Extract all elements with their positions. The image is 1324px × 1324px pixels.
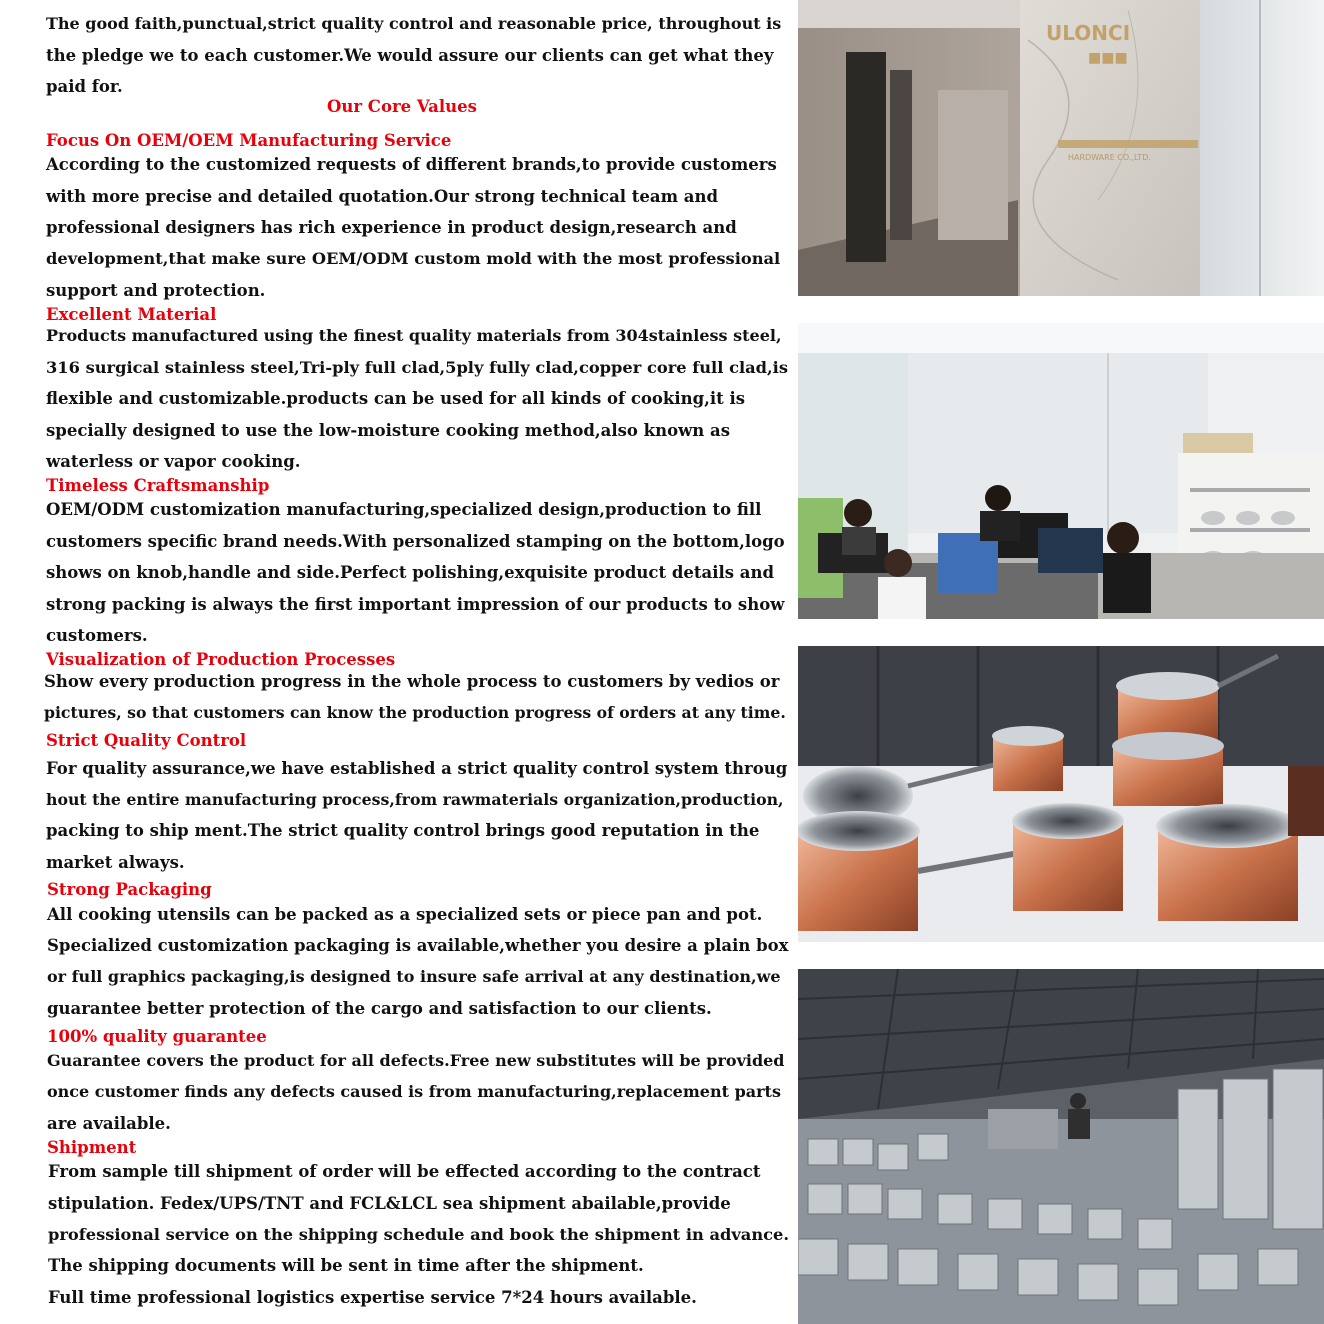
- section-line: are available.: [47, 1114, 171, 1133]
- section-line: guarantee better protection of the cargo and satisfaction to our clients.: [47, 999, 712, 1018]
- cookware-photo: [798, 646, 1324, 942]
- section-line: or full graphics packaging,is designed to insure safe arrival at any destination,we: [47, 967, 781, 986]
- section-heading: Focus On OEM/OEM Manufacturing Service: [46, 131, 452, 150]
- section-line: packing to ship ment.The strict quality control brings good reputation in the: [46, 821, 760, 840]
- section-line: pictures, so that customers can know the production progress of orders at any time.: [44, 703, 786, 722]
- section-line: flexible and customizable.products can be used for all kinds of cooking,it is: [46, 389, 746, 408]
- section-line: specially designed to use the low-moisture cooking method,also known as: [46, 421, 731, 440]
- factory-photo: [798, 969, 1324, 1324]
- section-line: development,that make sure OEM/ODM custom mold with the most professional: [46, 249, 781, 268]
- section-line: professional designers has rich experience in product design,research and: [46, 218, 737, 237]
- section-line: Guarantee covers the product for all defects.Free new substitutes will be provided: [47, 1051, 785, 1070]
- section-line: OEM/ODM customization manufacturing,specialized design,production to fill: [46, 500, 762, 519]
- intro-line: The good faith,punctual,strict quality control and reasonable price, throughout is: [46, 14, 782, 33]
- svg-text:■■■: ■■■: [1088, 50, 1128, 66]
- section-line: All cooking utensils can be packed as a specialized sets or piece pan and pot.: [47, 905, 763, 924]
- section-heading: Excellent Material: [46, 305, 217, 324]
- section-line: with more precise and detailed quotation.Our strong technical team and: [46, 187, 719, 206]
- section-line: The shipping documents will be sent in time after the shipment.: [48, 1256, 644, 1275]
- section-line: shows on knob,handle and side.Perfect polishing,exquisite product details and: [46, 563, 774, 582]
- cookware-illustration: [798, 646, 1324, 942]
- section-line: Specialized customization packaging is available,whether you desire a plain box: [47, 936, 789, 955]
- section-line: Full time professional logistics expertise service 7*24 hours available.: [48, 1288, 697, 1307]
- section-line: support and protection.: [46, 281, 266, 300]
- intro-line: paid for.: [46, 77, 123, 96]
- section-line: once customer finds any defects caused is from manufacturing,replacement parts: [47, 1082, 781, 1101]
- section-line: customers.: [46, 626, 148, 645]
- lobby-illustration: [798, 0, 1324, 296]
- section-heading: Timeless Craftsmanship: [46, 476, 270, 495]
- section-line: From sample till shipment of order will be effected according to the contract: [48, 1162, 761, 1181]
- office-staff-photo: [798, 323, 1324, 619]
- section-heading: Shipment: [47, 1138, 137, 1157]
- section-line: strong packing is always the first important impression of our products to show: [46, 595, 785, 614]
- section-line: professional service on the shipping schedule and book the shipment in advance.: [48, 1225, 790, 1244]
- section-heading: 100% quality guarantee: [47, 1027, 267, 1046]
- section-line: For quality assurance,we have established a strict quality control system throug: [46, 759, 788, 778]
- section-heading: Strict Quality Control: [46, 731, 247, 750]
- section-heading: Visualization of Production Processes: [46, 650, 396, 669]
- section-line: According to the customized requests of different brands,to provide customers: [46, 155, 777, 174]
- section-line: stipulation. Fedex/UPS/TNT and FCL&LCL sea shipment abailable,provide: [48, 1194, 731, 1213]
- section-line: customers specific brand needs.With personalized stamping on the bottom,logo: [46, 532, 785, 551]
- lobby-sign-company: HARDWARE CO.,LTD.: [1068, 153, 1151, 162]
- section-line: waterless or vapor cooking.: [46, 452, 301, 471]
- intro-line: the pledge we to each customer.We would assure our clients can get what they: [46, 46, 774, 65]
- core-values-title: Our Core Values: [327, 97, 477, 116]
- factory-illustration: [798, 969, 1324, 1324]
- office-illustration: [798, 323, 1324, 619]
- lobby-sign-brand: ULONCI: [1046, 21, 1131, 45]
- section-line: market always.: [46, 853, 185, 872]
- office-lobby-photo: [798, 0, 1324, 296]
- section-line: Show every production progress in the whole process to customers by vedios or: [44, 672, 780, 691]
- section-line: hout the entire manufacturing process,from rawmaterials organization,production,: [46, 790, 784, 809]
- section-line: Products manufactured using the finest quality materials from 304stainless steel,: [46, 326, 782, 345]
- section-heading: Strong Packaging: [47, 880, 212, 899]
- section-line: 316 surgical stainless steel,Tri-ply full clad,5ply fully clad,copper core full clad,is: [46, 358, 789, 377]
